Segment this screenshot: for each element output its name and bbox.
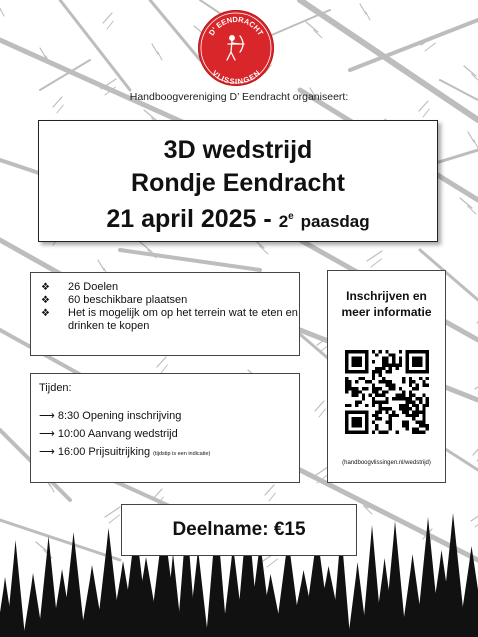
registration-url[interactable]: (handboogvlissingen.nl/wedstrijd) — [342, 460, 431, 466]
logo-name: D' EENDRACHT — [206, 14, 266, 38]
event-title-box — [38, 120, 438, 242]
arrow-right-icon: ⟶ — [39, 446, 55, 458]
list-item — [41, 307, 299, 333]
price-label: Deelname: €15 — [172, 519, 306, 540]
arrow-right-icon: ⟶ — [39, 410, 55, 422]
schedule-item: 10:00 Aanvang wedstrijd — [57, 428, 178, 440]
schedule-row — [39, 409, 181, 422]
organiser-text: Handboogvereniging D’ Eendracht organiseert: — [129, 91, 349, 103]
registration-title — [328, 288, 445, 320]
schedule-item: 8:30 Opening inschrijving — [57, 410, 182, 422]
diamond-bullet-icon: ❖ — [41, 295, 50, 306]
registration-title-line: Inschrijven en — [346, 289, 427, 303]
price-box — [121, 504, 357, 556]
schedule-box — [30, 373, 300, 483]
diamond-bullet-icon: ❖ — [41, 282, 50, 293]
arrow-right-icon: ⟶ — [39, 428, 55, 440]
schedule-row — [39, 427, 178, 440]
schedule-row — [39, 445, 210, 458]
event-title: 3D wedstrijd — [163, 136, 313, 164]
feature-text: 60 beschikbare plaatsen — [68, 294, 188, 306]
schedule-note: (tijdstip is een indicatie) — [153, 451, 211, 457]
registration-title-line: meer informatie — [341, 305, 432, 319]
diamond-bullet-icon: ❖ — [41, 308, 50, 319]
features-box — [30, 272, 300, 356]
schedule-heading: Tijden: — [39, 382, 72, 394]
feature-text: Het is mogelijk om op het terrein wat te eten en drinken te kopen — [68, 307, 298, 332]
logo-city: VLISSINGEN — [210, 68, 262, 86]
event-day-word: paasdag — [300, 212, 370, 231]
list-item — [41, 294, 299, 307]
event-date — [39, 200, 437, 238]
features-list — [41, 281, 299, 333]
feature-text: 26 Doelen — [68, 281, 119, 293]
event-date-text: 21 april 2025 - — [106, 205, 272, 233]
club-logo — [198, 10, 274, 86]
event-day-suffix: e — [288, 211, 294, 222]
event-day-number: 2 — [278, 212, 289, 231]
schedule-item: 16:00 Prijsuitrijking — [57, 446, 151, 458]
qr-code-icon[interactable] — [345, 350, 429, 434]
archer-logo-icon — [198, 10, 274, 86]
event-subtitle: Rondje Eendracht — [131, 169, 345, 197]
list-item — [41, 281, 299, 294]
svg-text:VLISSINGEN — [210, 69, 261, 86]
svg-text:D' EENDRACHT — [207, 15, 265, 38]
registration-box — [327, 270, 446, 483]
